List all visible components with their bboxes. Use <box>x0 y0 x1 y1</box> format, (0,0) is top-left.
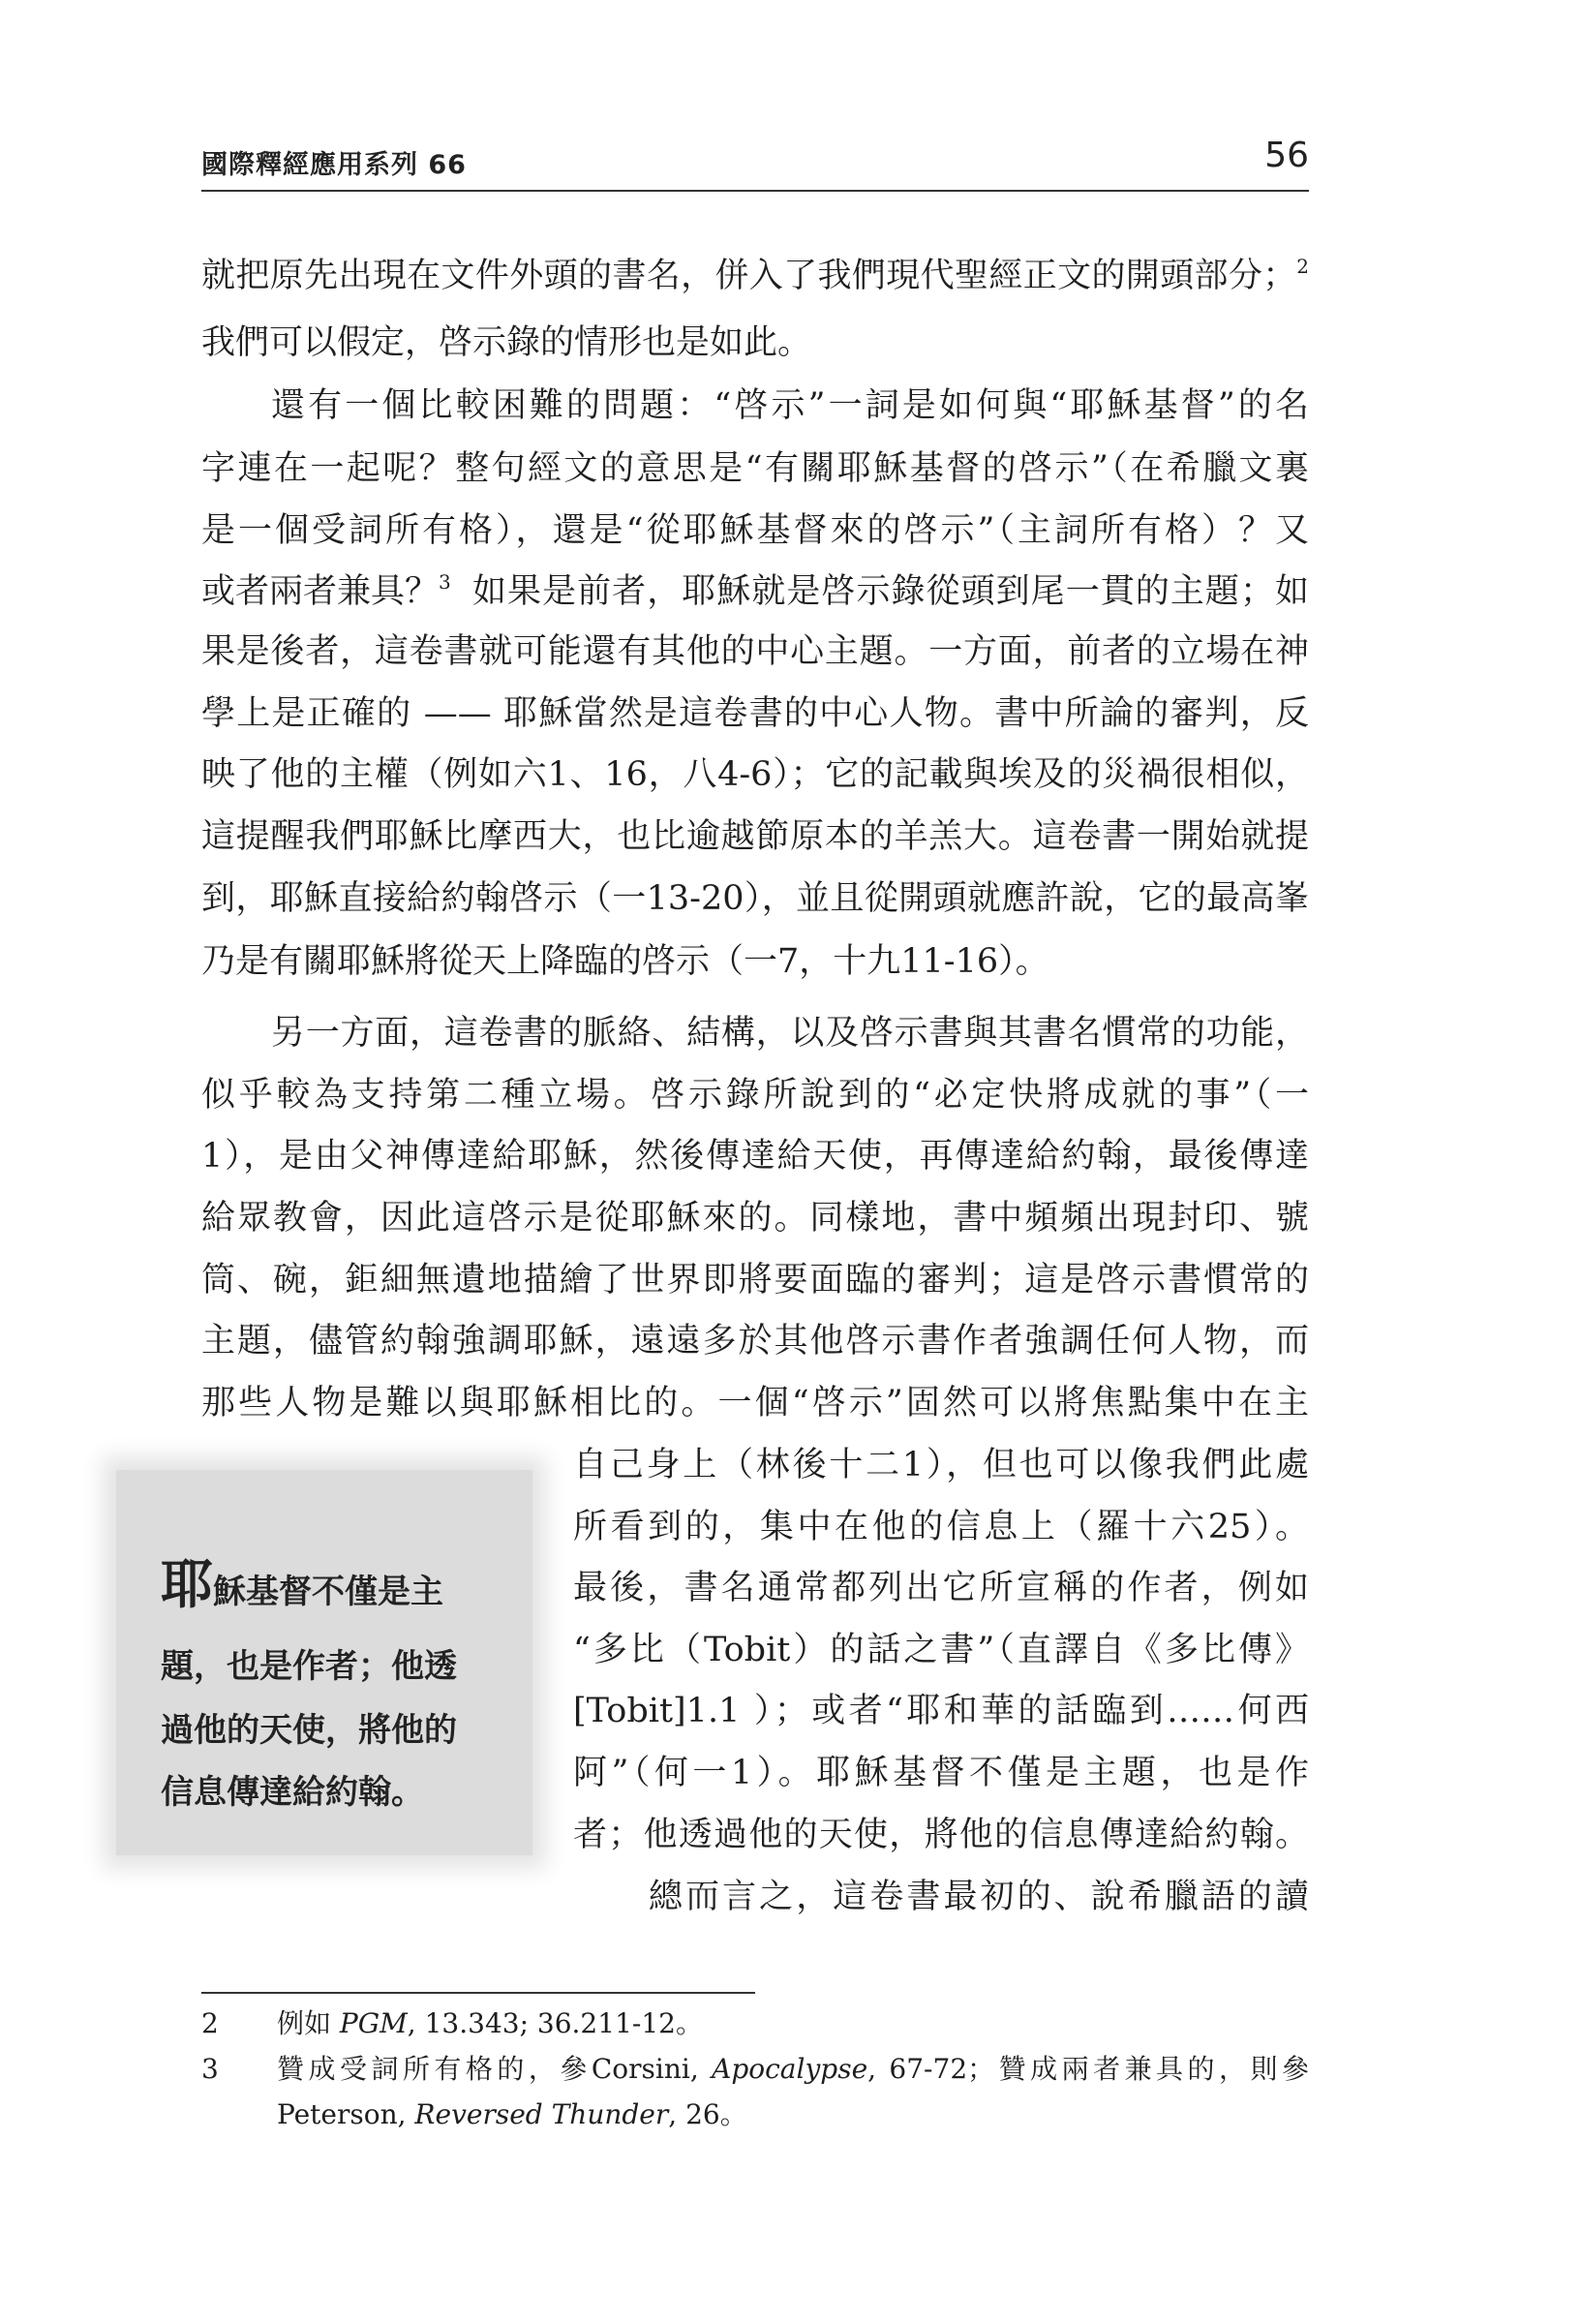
footnote-number: 3 <box>201 2053 219 2085</box>
pull-quote <box>116 1470 532 1855</box>
text-line: 是一個受詞所有格），還是“從耶穌基督來的啓示”（主詞所有格）？又 <box>201 511 1309 550</box>
text-line: 字連在一起呢？整句經文的意思是“有關耶穌基督的啓示”（在希臘文裏 <box>201 449 1309 488</box>
text-line: 還有一個比較困難的問題：“啓示”一詞是如何與“耶穌基督”的名 <box>271 386 1309 425</box>
pull-quote-line: 耶穌基督不僅是主 <box>161 1554 443 1615</box>
text-line: 自己身上（林後十二1），但也可以像我們此處 <box>573 1446 1309 1484</box>
text-line: 乃是有關耶穌將從天上降臨的啓示（一7，十九11-16）。 <box>201 942 1049 981</box>
text-line: 給眾教會，因此這啓示是從耶穌來的。同樣地，書中頻頻出現封印、號 <box>201 1199 1309 1238</box>
text-line: 所看到的，集中在他的信息上（羅十六25）。 <box>573 1508 1309 1546</box>
series-title: 國際釋經應用系列 66 <box>201 150 467 180</box>
footnote-text: Peterson, Reversed Thunder, 26。 <box>277 2098 747 2130</box>
text-line: 如果是前者，耶穌就是啓示錄從頭到尾一貫的主題；如 <box>472 572 1309 611</box>
footnote-ref: 3 <box>439 570 451 594</box>
text-line: 1），是由父神傳達給耶穌，然後傳達給天使，再傳達給約翰，最後傳達 <box>201 1137 1309 1176</box>
footnote <box>201 2046 1309 2093</box>
text-line: [Tobit]1.1 ）；或者“耶和華的話臨到……何西 <box>573 1692 1309 1730</box>
footnote-continuation <box>201 2092 1309 2138</box>
text-line: 果是後者，這卷書就可能還有其他的中心主題。一方面，前者的立場在神 <box>201 632 1309 671</box>
text-line: 阿”（何一1）。耶穌基督不僅是主題，也是作 <box>573 1754 1309 1792</box>
text-line: 就把原先出現在文件外頭的書名，併入了我們現代聖經正文的開頭部分；$^2$ <box>201 255 1309 295</box>
pull-quote-line: 信息傳達給約翰。 <box>161 1773 424 1812</box>
text-line: 似乎較為支持第二種立場。啓示錄所說到的“必定快將成就的事”（一 <box>201 1076 1309 1115</box>
text-line: 者；他透過他的天使，將他的信息傳達給約翰。 <box>573 1816 1309 1854</box>
text-line: “多比（Tobit）的話之書”（直譯自《多比傳》 <box>573 1631 1309 1669</box>
text-line: 主題，儘管約翰強調耶穌，遠遠多於其他啓示書作者強調任何人物，而 <box>201 1322 1309 1361</box>
text-line: 筒、碗，鉅細無遺地描繪了世界即將要面臨的審判；這是啓示書慣常的 <box>201 1261 1309 1300</box>
text-line: 我們可以假定，啓示錄的情形也是如此。 <box>201 323 812 362</box>
text-line: 學上是正確的 —— 耶穌當然是這卷書的中心人物。書中所論的審判，反 <box>201 694 1309 733</box>
footnote-divider <box>201 1992 755 1994</box>
footnote-text: 贊成受詞所有格的，參Corsini, Apocalypse, 67-72；贊成兩者兼具的，則參 <box>277 2053 1309 2085</box>
text-line: 或者兩者兼具？$^3$ <box>201 570 451 611</box>
text-line: 另一方面，這卷書的脈絡、結構，以及啓示書與其書名慣常的功能， <box>271 1014 1309 1053</box>
text-line: 到，耶穌直接給約翰啓示（一13-20），並且從開頭就應許說，它的最高峯 <box>201 879 1309 918</box>
footnote-text: 例如 PGM, 13.343; 36.211-12。 <box>277 2007 703 2039</box>
text-line: 總而言之，這卷書最初的、說希臘語的讀 <box>649 1878 1309 1916</box>
drop-initial: 耶 <box>161 1554 213 1615</box>
text-line: 映了他的主權（例如六1、16，八4-6）；它的記載與埃及的災禍很相似， <box>201 755 1309 794</box>
pull-quote-line: 過他的天使，將他的 <box>161 1711 457 1750</box>
footnote <box>201 2001 1309 2047</box>
text-line: 最後，書名通常都列出它所宣稱的作者，例如 <box>573 1569 1309 1607</box>
pull-quote-line: 題，也是作者；他透 <box>161 1647 457 1686</box>
running-header <box>201 136 1309 192</box>
text-line: 這提醒我們耶穌比摩西大，也比逾越節原本的羊羔大。這卷書一開始就提 <box>201 817 1309 856</box>
page-number: 56 <box>1264 136 1309 175</box>
footnote-ref: 2 <box>1296 255 1309 278</box>
text-line: 那些人物是難以與耶穌相比的。一個“啓示”固然可以將焦點集中在主 <box>201 1384 1309 1422</box>
footnote-number: 2 <box>201 2007 219 2039</box>
